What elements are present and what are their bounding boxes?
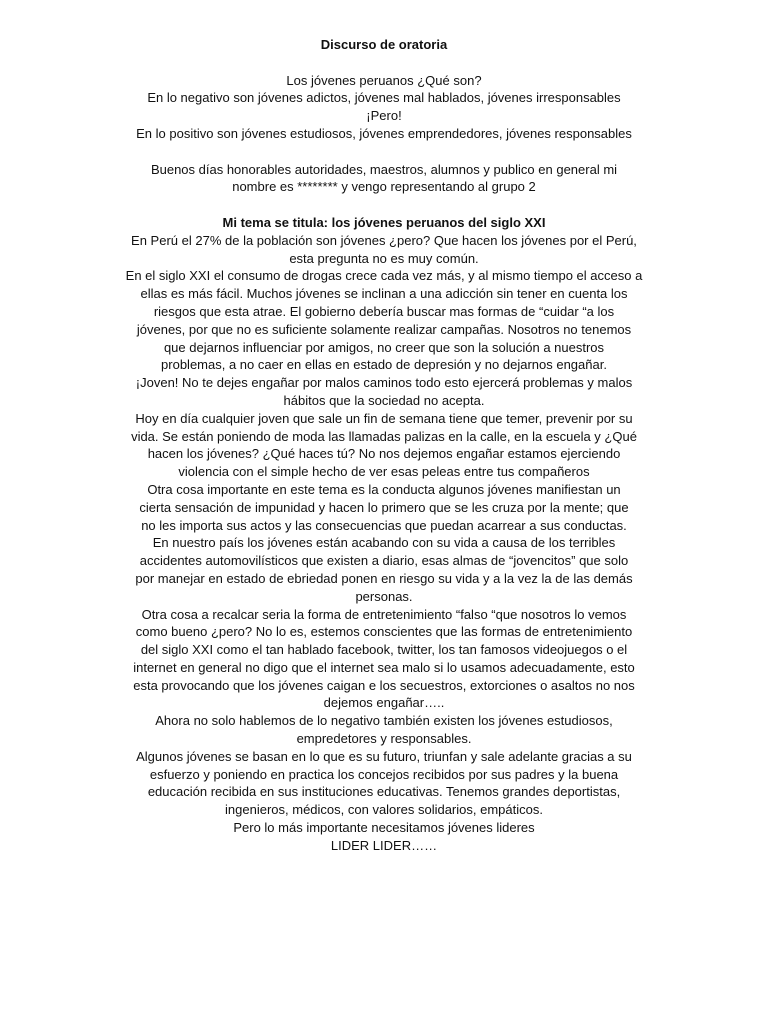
body-line: Otra cosa a recalcar seria la forma de entretenimiento “falso “que nosotros lo vemos (141, 606, 627, 622)
body-line: hábitos que la sociedad no acepta. (283, 392, 485, 408)
body-line: accidentes automovilísticos que existen a diario, esas almas de “jovencitos” que solo (139, 553, 629, 569)
body-line: personas. (355, 588, 413, 604)
body-line: educación recibida en sus instituciones educativas. Tenemos grandes deportistas, (147, 784, 621, 800)
document-title: Discurso de oratoria (320, 37, 448, 52)
intro-line: En lo positivo son jóvenes estudiosos, jóvenes emprendedores, jóvenes responsables (136, 125, 632, 141)
paragraph-spacer (118, 143, 650, 161)
paragraph-spacer (118, 196, 650, 214)
greeting-line: nombre es ******** y vengo representando al grupo 2 (232, 179, 536, 195)
body-line: del siglo XXI como el tan hablado facebook, twitter, los tan famosos videojuegos o el (140, 642, 628, 658)
body-line: ¡Joven! No te dejes engañar por malos caminos todo esto ejercerá problemas y malos (135, 375, 633, 391)
greeting-line: Buenos días honorables autoridades, maestros, alumnos y publico en general mi (150, 161, 618, 177)
body-line: como bueno ¿pero? No lo es, estemos conscientes que las formas de entretenimiento (135, 624, 633, 640)
speech-body (118, 214, 650, 855)
body-line: problemas, a no caer en ellas en estado de depresión y no dejarnos engañar. (161, 357, 607, 373)
body-line: Algunos jóvenes se basan en lo que es su futuro, triunfan y sale adelante gracias a su (136, 748, 632, 764)
body-line: internet en general no digo que el internet sea malo si lo usamos adecuadamente, esto (133, 659, 635, 675)
intro-line: Los jóvenes peruanos ¿Qué son? (286, 72, 482, 88)
body-line: Hoy en día cualquier joven que sale un fin de semana tiene que temer, prevenir por su (135, 410, 633, 426)
body-line: que dejarnos influenciar por amigos, no creer que son la solución a nuestros (163, 339, 605, 355)
body-line: violencia con el simple hecho de ver esas peleas entre tus compañeros (178, 464, 590, 480)
intro-line: En lo negativo son jóvenes adictos, jóvenes mal hablados, jóvenes irresponsables (147, 90, 621, 106)
body-line: esfuerzo y poniendo en practica los concejos recibidos por sus padres y la buena (149, 766, 619, 782)
body-line: esta provocando que los jóvenes caigan e los secuestros, extorciones o asaltos no nos (133, 677, 635, 693)
body-line: dejemos engañar….. (323, 695, 445, 711)
body-line: LIDER LIDER…… (330, 837, 438, 853)
body-line: Otra cosa importante en este tema es la conducta algunos jóvenes manifiestan un (147, 481, 621, 497)
body-line: cierta sensación de impunidad y hacen lo primero que se les cruza por la mente; que (139, 499, 629, 515)
body-line: vida. Se están poniendo de moda las llamadas palizas en la calle, en la escuela y ¿Qué (131, 428, 637, 444)
body-line: Pero lo más importante necesitamos jóvenes lideres (233, 820, 535, 836)
body-line: ingenieros, médicos, con valores solidarios, empáticos. (225, 802, 543, 818)
body-line: no les importa sus actos y las consecuencias que puedan acarrear a sus conductas. (141, 517, 627, 533)
body-line: Ahora no solo hablemos de lo negativo también existen los jóvenes estudiosos, (155, 713, 613, 729)
intro-line: ¡Pero! (366, 108, 402, 124)
body-line: riesgos que esta atrae. El gobierno debería buscar mas formas de “cuidar “a los (153, 303, 615, 319)
body-line: empredetores y responsables. (296, 731, 472, 747)
body-line: jóvenes, por que no es suficiente solamente realizar campañas. Nosotros no tenemos (136, 321, 632, 337)
body-line: esta pregunta no es muy común. (289, 250, 479, 266)
body-line: En nuestro país los jóvenes están acabando con su vida a causa de los terribles (152, 535, 616, 551)
body-line: En el siglo XXI el consumo de drogas crece cada vez más, y al mismo tiempo el acceso a (125, 268, 643, 284)
body-line: En Perú el 27% de la población son jóvenes ¿pero? Que hacen los jóvenes por el Perú, (131, 232, 637, 248)
body-line: hacen los jóvenes? ¿Qué haces tú? No nos dejemos engañar estamos ejerciendo (147, 446, 621, 462)
body-line: Mi tema se titula: los jóvenes peruanos del siglo XXI (222, 214, 546, 230)
body-line: ellas es más fácil. Muchos jóvenes se inclinan a una adicción sin tener en cuenta los (140, 286, 628, 302)
body-line: por manejar en estado de ebriedad ponen en riesgo su vida y a la vez la de las demás (135, 570, 633, 586)
